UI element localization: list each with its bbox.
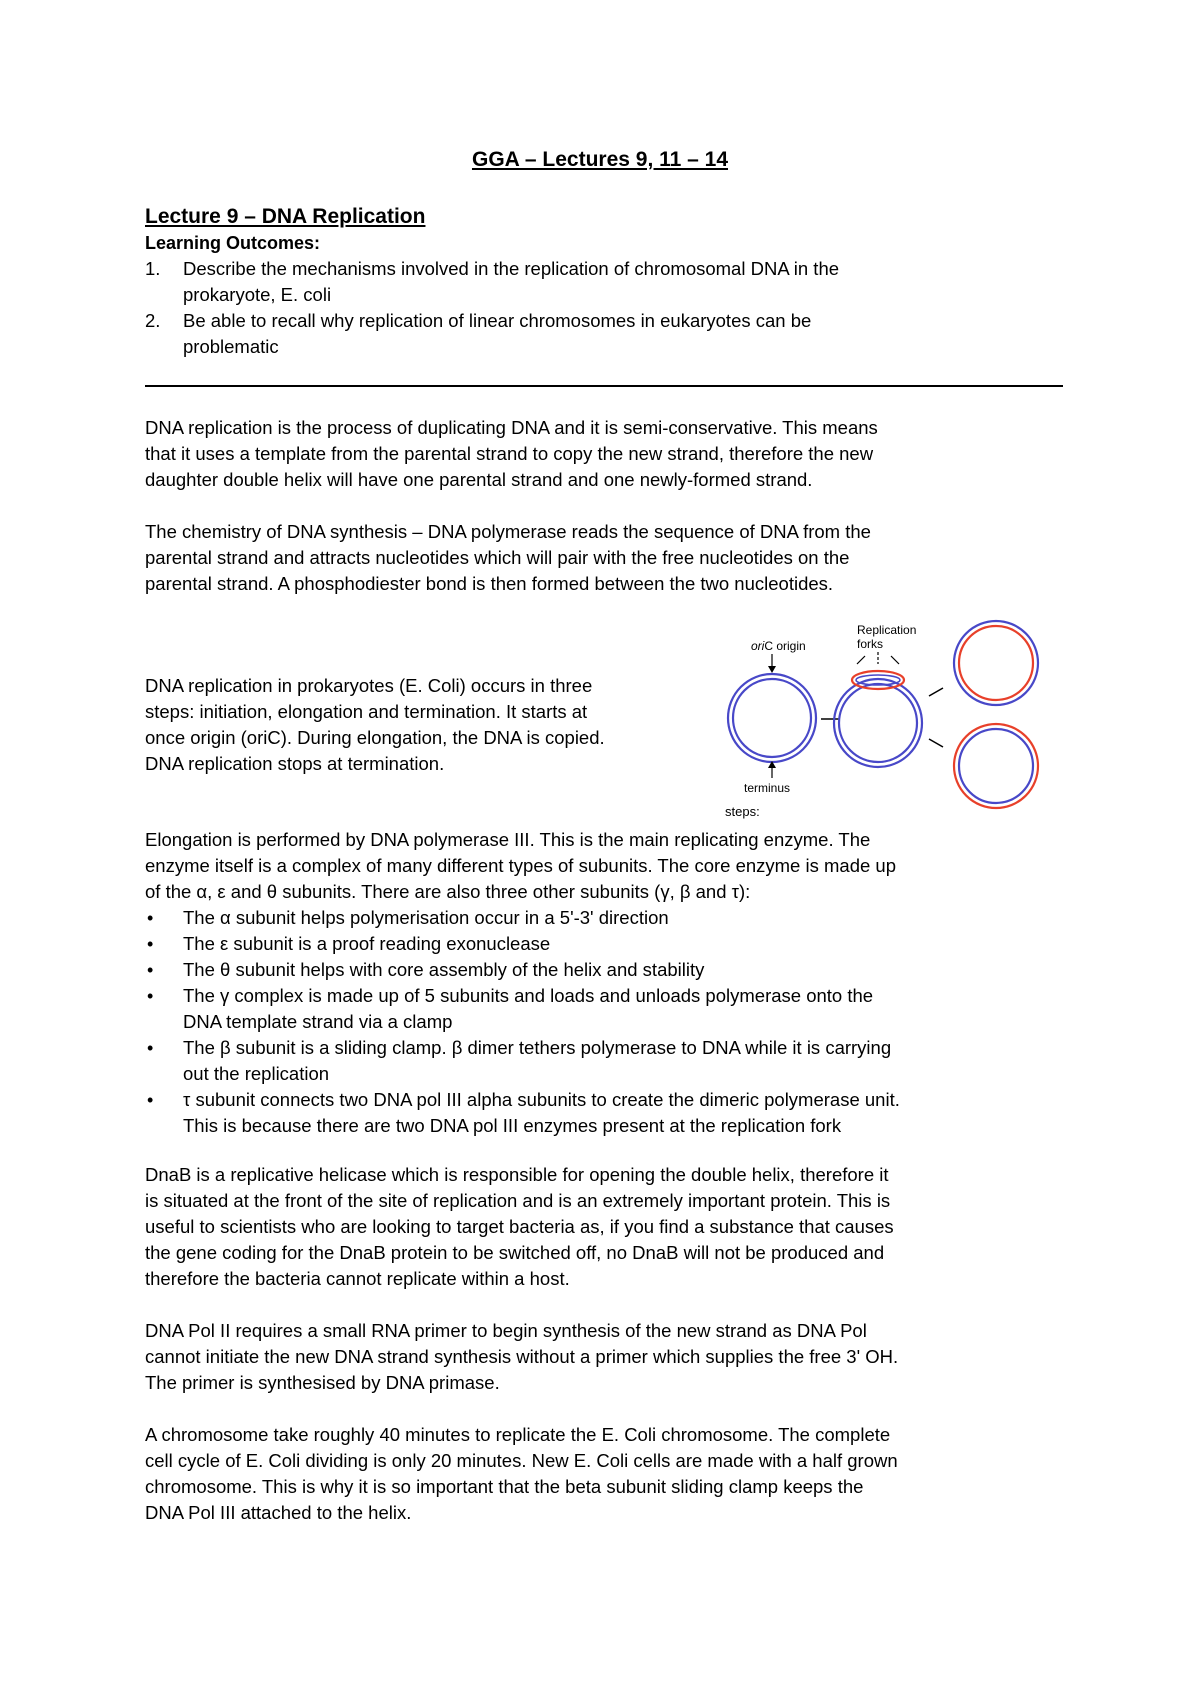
text-line: DnaB is a replicative helicase which is responsible for opening the double helix, therefore it xyxy=(145,1164,889,1185)
section-divider xyxy=(145,385,1063,387)
parental-chromosome-outer xyxy=(728,674,816,762)
text-line: of the α, ε and θ subunits. There are also three other subunits (γ, β and τ): xyxy=(145,881,751,902)
outcome-number: 1. xyxy=(145,258,161,279)
bullet-text: The ε subunit is a proof reading exonuclease xyxy=(183,933,551,954)
daughter-chromosome-1-new xyxy=(959,626,1033,700)
text-line: cannot initiate the new DNA strand synthesis without a primer which supplies the free 3' OH. xyxy=(145,1346,899,1367)
text-line: daughter double helix will have one parental strand and one newly-formed strand. xyxy=(145,469,813,490)
text-line: DNA replication is the process of duplicating DNA and it is semi-conservative. This means xyxy=(145,417,878,438)
oric-arrowhead xyxy=(768,666,776,673)
replication-forks-label-2: forks xyxy=(857,637,884,651)
bullet-text: This is because there are two DNA pol III enzymes present at the replication fork xyxy=(183,1115,842,1136)
bullet-text: τ subunit connects two DNA pol III alpha subunits to create the dimeric polymerase unit. xyxy=(183,1089,900,1110)
outcome-item xyxy=(145,256,1065,308)
paragraph-chromosome xyxy=(145,1422,1065,1526)
bullet-dot: • xyxy=(147,934,154,954)
daughter-chromosome-2-new xyxy=(954,724,1038,808)
text-line: useful to scientists who are looking to target bacteria as, if you find a substance that causes xyxy=(145,1216,894,1237)
replicating-chromosome-inner xyxy=(839,684,917,762)
learning-outcomes-heading: Learning Outcomes: xyxy=(145,233,321,253)
bullet-item xyxy=(145,1087,1065,1139)
bullet-text: The β subunit is a sliding clamp. β dimer tethers polymerase to DNA while it is carrying xyxy=(183,1037,892,1058)
outcome-item xyxy=(145,308,1065,360)
text-line: once origin (oriC). During elongation, the DNA is copied. xyxy=(145,727,605,748)
bullet-item xyxy=(145,983,1065,1035)
lecture-heading: Lecture 9 – DNA Replication xyxy=(145,205,426,228)
daughter-chromosome-1-parental xyxy=(954,621,1038,705)
bullet-item xyxy=(145,931,1065,957)
text-line: DNA Pol II requires a small RNA primer to begin synthesis of the new strand as DNA Pol xyxy=(145,1320,867,1341)
text-line: chromosome. This is why it is so important that the beta subunit sliding clamp keeps the xyxy=(145,1476,864,1497)
step-arrow-2 xyxy=(929,688,943,696)
text-line: steps: initiation, elongation and termination. It starts at xyxy=(145,701,588,722)
bullet-text: DNA template strand via a clamp xyxy=(183,1011,453,1032)
learning-outcomes-list xyxy=(145,256,1065,360)
text-line: Elongation is performed by DNA polymerase III. This is the main replicating enzyme. The xyxy=(145,829,871,850)
text-line: therefore the bacteria cannot replicate within a host. xyxy=(145,1268,570,1289)
text-line: the gene coding for the DnaB protein to be switched off, no DnaB will not be produced and xyxy=(145,1242,885,1263)
replicating-chromosome-outer xyxy=(834,679,922,767)
step-arrow-3 xyxy=(929,739,943,747)
bullet-text: out the replication xyxy=(183,1063,330,1084)
text-line: DNA replication in prokaryotes (E. Coli) occurs in three xyxy=(145,675,593,696)
paragraph-elongation xyxy=(145,827,1065,1139)
replication-diagram xyxy=(725,618,1070,819)
outcome-number: 2. xyxy=(145,310,161,331)
paragraph-primer xyxy=(145,1318,1065,1396)
bullet-item xyxy=(145,957,1065,983)
text-line: DNA Pol III attached to the helix. xyxy=(145,1502,412,1523)
paragraph-dnab xyxy=(145,1162,1065,1292)
bullet-text: The α subunit helps polymerisation occur in a 5'-3' direction xyxy=(183,907,669,928)
bullet-dot: • xyxy=(147,1090,154,1110)
replication-diagram-svg xyxy=(725,618,1070,819)
fork-arrow-right xyxy=(891,656,899,664)
paragraph-intro xyxy=(145,415,1065,493)
text-line: cell cycle of E. Coli dividing is only 20 minutes. New E. Coli cells are made with a half grown xyxy=(145,1450,898,1471)
text-line: The primer is synthesised by DNA primase. xyxy=(145,1372,500,1393)
outcome-text-line: prokaryote, E. coli xyxy=(183,284,332,305)
parental-chromosome-inner xyxy=(733,679,811,757)
text-line: A chromosome take roughly 40 minutes to replicate the E. Coli chromosome. The complete xyxy=(145,1424,891,1445)
subunit-bullet-list xyxy=(145,905,1065,1139)
outcome-text-line: problematic xyxy=(183,336,279,357)
bullet-item xyxy=(145,905,1065,931)
text-line: parental strand. A phosphodiester bond is then formed between the two nucleotides. xyxy=(145,573,834,594)
bullet-dot: • xyxy=(147,960,154,980)
bullet-text: The γ complex is made up of 5 subunits and loads and unloads polymerase onto the xyxy=(183,985,874,1006)
outcome-text-line: Be able to recall why replication of linear chromosomes in eukaryotes can be xyxy=(183,310,812,331)
bullet-dot: • xyxy=(147,1038,154,1058)
text-line: enzyme itself is a complex of many different types of subunits. The core enzyme is made up xyxy=(145,855,896,876)
text-line: parental strand and attracts nucleotides which will pair with the free nucleotides on the xyxy=(145,547,850,568)
paragraph-prokaryotes xyxy=(145,673,715,777)
bullet-item xyxy=(145,1035,1065,1087)
terminus-label: terminus xyxy=(744,781,791,795)
paragraph-chemistry xyxy=(145,519,1065,597)
daughter-chromosome-2-parental xyxy=(959,729,1033,803)
text-line: is situated at the front of the site of replication and is an extremely important protein. This is xyxy=(145,1190,891,1211)
replication-forks-label-1: Replication xyxy=(857,623,917,637)
outcome-text-line: Describe the mechanisms involved in the replication of chromosomal DNA in the xyxy=(183,258,840,279)
oric-origin-label: oriC origin xyxy=(751,639,806,653)
text-line: that it uses a template from the parental strand to copy the new strand, therefore the new xyxy=(145,443,874,464)
bullet-dot: • xyxy=(147,908,154,928)
steps-label: steps: xyxy=(725,804,760,819)
fork-arrow-left xyxy=(857,656,865,664)
text-line: DNA replication stops at termination. xyxy=(145,753,445,774)
bullet-dot: • xyxy=(147,986,154,1006)
lecture-header xyxy=(145,204,1065,360)
document-title: GGA – Lectures 9, 11 – 14 xyxy=(471,148,729,171)
bullet-text: The θ subunit helps with core assembly of the helix and stability xyxy=(183,959,705,980)
text-line: The chemistry of DNA synthesis – DNA polymerase reads the sequence of DNA from the xyxy=(145,521,871,542)
